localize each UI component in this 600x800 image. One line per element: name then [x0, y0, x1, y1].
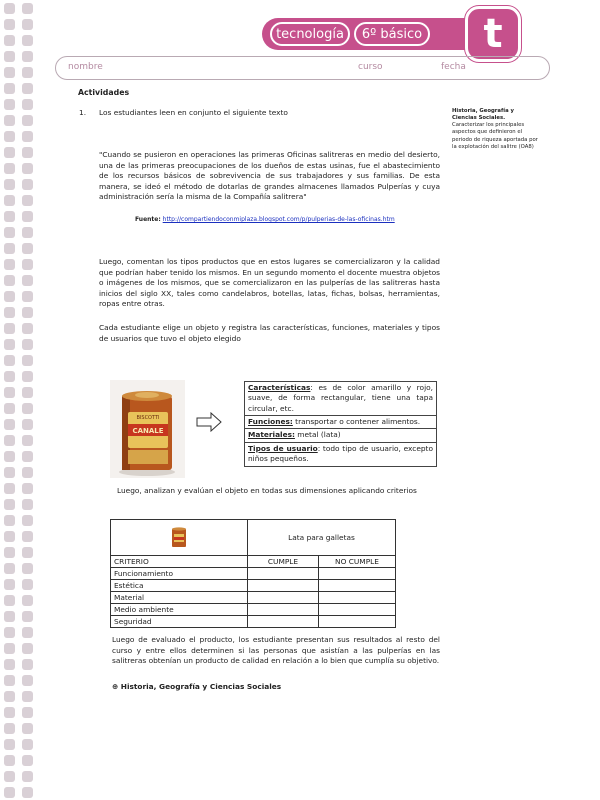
functions-row: [245, 416, 437, 429]
binding-hole: [22, 643, 33, 654]
binding-hole: [4, 691, 15, 702]
does-not-meet-cell[interactable]: [319, 616, 396, 628]
student-info-bar: [55, 56, 550, 80]
footer-subject-note: ⊕ Historia, Geografía y Ciencias Sociales: [112, 682, 282, 691]
binding-hole: [4, 291, 15, 302]
binding-hole: [4, 3, 15, 14]
binding-hole: [22, 211, 33, 222]
binding-hole: [4, 579, 15, 590]
binding-hole: [4, 227, 15, 238]
binding-hole: [22, 83, 33, 94]
binding-hole: [4, 403, 15, 414]
course-label: curso: [358, 62, 383, 72]
criterion-cell: Seguridad: [111, 616, 248, 628]
paragraph-evaluate: Luego, analizan y evalúan el objeto en todas sus dimensiones aplicando criterios: [117, 486, 417, 495]
date-label: fecha: [441, 62, 466, 72]
user-types-text: : todo tipo de usuario, excepto niños pequeños.: [248, 443, 433, 464]
object-title: Lata para galletas: [248, 520, 396, 556]
binding-hole: [4, 99, 15, 110]
svg-text:BISCOTTI: BISCOTTI: [136, 415, 160, 421]
does-not-meet-cell[interactable]: [319, 568, 396, 580]
binding-hole: [22, 19, 33, 30]
subject-badge: tecnología: [270, 22, 350, 46]
binding-hole: [4, 643, 15, 654]
binding-hole: [4, 179, 15, 190]
binding-hole: [22, 307, 33, 318]
binding-hole: [22, 323, 33, 334]
binding-hole: [22, 787, 33, 798]
characteristics-text: : es de color amarillo y rojo, suave, de forma rectangular, tiene una tapa circular, etc.: [248, 383, 433, 413]
binding-hole: [4, 419, 15, 430]
binding-hole: [22, 739, 33, 750]
cookie-tin-image: [110, 380, 185, 478]
binding-hole: [4, 67, 15, 78]
binding-hole: [4, 211, 15, 222]
binding-hole: [22, 659, 33, 670]
binding-hole: [22, 467, 33, 478]
binding-hole: [4, 611, 15, 622]
binding-hole: [4, 515, 15, 526]
paragraph-present-results: Luego de evaluado el producto, los estudiante presentan sus resultados al resto del curso y entre ellos determinen si las personas que asistían a las pulperías en las salitreras obtenían un producto de calidad en relación a lo bien que cumplía su objetivo.: [112, 635, 440, 666]
user-types-label: Tipos de usuario: [248, 443, 318, 453]
materials-row: [245, 429, 437, 442]
binding-hole: [4, 659, 15, 670]
binding-hole: [4, 787, 15, 798]
binding-hole: [4, 259, 15, 270]
binding-hole: [4, 51, 15, 62]
tin-brand-label: CANALE: [132, 427, 164, 435]
binding-hole: [4, 355, 15, 366]
criterion-cell: Material: [111, 592, 248, 604]
binding-hole: [4, 499, 15, 510]
binding-hole: [22, 371, 33, 382]
binding-hole: [22, 115, 33, 126]
binding-hole: [22, 691, 33, 702]
binding-hole: [22, 451, 33, 462]
binding-hole: [22, 147, 33, 158]
binding-hole: [22, 483, 33, 494]
binding-hole: [4, 195, 15, 206]
table-row: [111, 592, 396, 604]
item-intro: Los estudiantes leen en conjunto el siguiente texto: [99, 108, 288, 117]
criterion-header: CRITERIO: [111, 556, 248, 568]
binding-hole: [4, 35, 15, 46]
binding-hole: [22, 547, 33, 558]
meets-cell[interactable]: [248, 568, 319, 580]
paragraph-choose-object: Cada estudiante elige un objeto y registra las características, funciones, materiales y tipos de usuarios que tuvo el objeto elegido: [99, 323, 440, 343]
binding-hole: [22, 35, 33, 46]
binding-hole: [22, 355, 33, 366]
binding-hole: [4, 371, 15, 382]
binding-hole: [22, 707, 33, 718]
binding-hole: [22, 403, 33, 414]
binding-hole: [22, 499, 33, 510]
binding-hole: [4, 563, 15, 574]
binding-hole: [22, 563, 33, 574]
source-label: Fuente:: [135, 216, 161, 223]
binding-hole: [4, 707, 15, 718]
criteria-header-row: [111, 520, 396, 556]
meets-cell[interactable]: [248, 580, 319, 592]
name-label: nombre: [68, 62, 103, 72]
binding-hole: [22, 195, 33, 206]
tecnologia-logo: t: [465, 6, 521, 62]
binding-hole: [4, 595, 15, 606]
materials-label: Materiales:: [248, 430, 295, 440]
functions-text: transportar o contener alimentos.: [292, 417, 421, 427]
binding-hole: [4, 531, 15, 542]
curriculum-note-body: Caracterizar los principales aspectos que definieron el periodo de riqueza aportada por la explotación del salitre (OA8): [452, 122, 538, 150]
binding-hole: [4, 435, 15, 446]
binding-hole: [4, 339, 15, 350]
grade-badge: 6º básico: [354, 22, 430, 46]
binding-hole: [4, 243, 15, 254]
criteria-table: [110, 519, 396, 628]
source-link[interactable]: http://compartiendoconmiplaza.blogspot.com/p/pulperias-de-las-oficinas.htm: [162, 216, 395, 223]
section-title: Actividades: [78, 88, 130, 97]
meets-cell[interactable]: [248, 592, 319, 604]
tin-thumbnail-cell: [111, 520, 248, 556]
table-row: [111, 568, 396, 580]
binding-hole: [22, 163, 33, 174]
binding-hole: [4, 163, 15, 174]
binding-hole: [22, 51, 33, 62]
user-types-row: [245, 442, 437, 466]
binding-hole: [22, 627, 33, 638]
binding-hole: [4, 771, 15, 782]
binding-hole: [22, 67, 33, 78]
binding-hole: [4, 483, 15, 494]
item-number: 1.: [79, 108, 87, 117]
binding-hole: [22, 227, 33, 238]
binding-hole: [4, 307, 15, 318]
tin-thumbnail-icon: [170, 526, 188, 548]
binding-hole: [4, 19, 15, 30]
binding-hole: [22, 675, 33, 686]
binding-hole: [4, 739, 15, 750]
binding-hole: [4, 83, 15, 94]
binding-hole: [22, 419, 33, 430]
criteria-column-headers: [111, 556, 396, 568]
paragraph-products: Luego, comentan los tipos productos que en estos lugares se comercializaron y la calidad que podrían haber tenido los mismos. En un segundo momento el docente muestra objetos o imágenes de los mismos, que se comercializaron en las pulperías de las salitreras hasta inicios del siglo XX, tales como candelabros, botellas, latas, fichas, bolsas, herramientas, ropas entre otras.: [99, 257, 440, 309]
binding-hole: [4, 387, 15, 398]
binding-hole: [22, 611, 33, 622]
functions-label: Funciones:: [248, 417, 293, 427]
binding-hole: [4, 115, 15, 126]
binding-hole: [4, 451, 15, 462]
meets-cell[interactable]: [248, 604, 319, 616]
binding-hole: [22, 131, 33, 142]
characteristics-row: [245, 382, 437, 416]
binding-hole: [4, 147, 15, 158]
materials-text: metal (lata): [294, 430, 341, 440]
meets-cell[interactable]: [248, 616, 319, 628]
binding-hole: [22, 3, 33, 14]
binding-hole: [22, 339, 33, 350]
characteristics-table: [244, 381, 437, 467]
criterion-cell: Estética: [111, 580, 248, 592]
binding-hole: [4, 723, 15, 734]
binding-hole: [4, 467, 15, 478]
quote-text: "Cuando se pusieron en operaciones las primeras Oficinas salitreras en medio del desierto, una de las primeras preocupaciones de los dueños de estas usinas, fue el abastecimiento de los recursos básicos de sobrevivencia de sus trabajadores y sus familias. De esta manera, se ideó el método de dotarlas de grandes almacenes llamados Pulperías y cuya administración sería la misma de la Compañía salitrera": [99, 150, 440, 202]
criterion-cell: Funcionamiento: [111, 568, 248, 580]
binding-hole: [22, 387, 33, 398]
binding-hole: [22, 515, 33, 526]
binding-hole: [22, 531, 33, 542]
curriculum-note-heading: Historia, Geografía y Ciencias Sociales.: [452, 108, 514, 122]
binding-hole: [22, 435, 33, 446]
does-not-meet-cell[interactable]: [319, 580, 396, 592]
does-not-meet-header: NO CUMPLE: [319, 556, 396, 568]
binding-hole: [22, 755, 33, 766]
binding-hole: [4, 755, 15, 766]
binding-hole: [22, 179, 33, 190]
binding-hole: [22, 291, 33, 302]
does-not-meet-cell[interactable]: [319, 592, 396, 604]
binding-hole: [4, 627, 15, 638]
right-arrow-icon: [196, 412, 222, 432]
table-row: [111, 616, 396, 628]
meets-header: CUMPLE: [248, 556, 319, 568]
criterion-cell: Medio ambiente: [111, 604, 248, 616]
binding-hole: [22, 99, 33, 110]
binding-hole: [22, 595, 33, 606]
spiral-binding: [0, 0, 44, 800]
source-line: [135, 216, 395, 223]
binding-hole: [4, 275, 15, 286]
binding-hole: [4, 675, 15, 686]
binding-hole: [22, 771, 33, 782]
table-row: [111, 580, 396, 592]
does-not-meet-cell[interactable]: [319, 604, 396, 616]
binding-hole: [22, 243, 33, 254]
curriculum-note: [452, 108, 538, 151]
table-row: [111, 604, 396, 616]
binding-hole: [22, 723, 33, 734]
characteristics-label: Características: [248, 383, 311, 392]
binding-hole: [4, 323, 15, 334]
binding-hole: [22, 275, 33, 286]
binding-hole: [4, 547, 15, 558]
binding-hole: [22, 259, 33, 270]
binding-hole: [22, 579, 33, 590]
binding-hole: [4, 131, 15, 142]
